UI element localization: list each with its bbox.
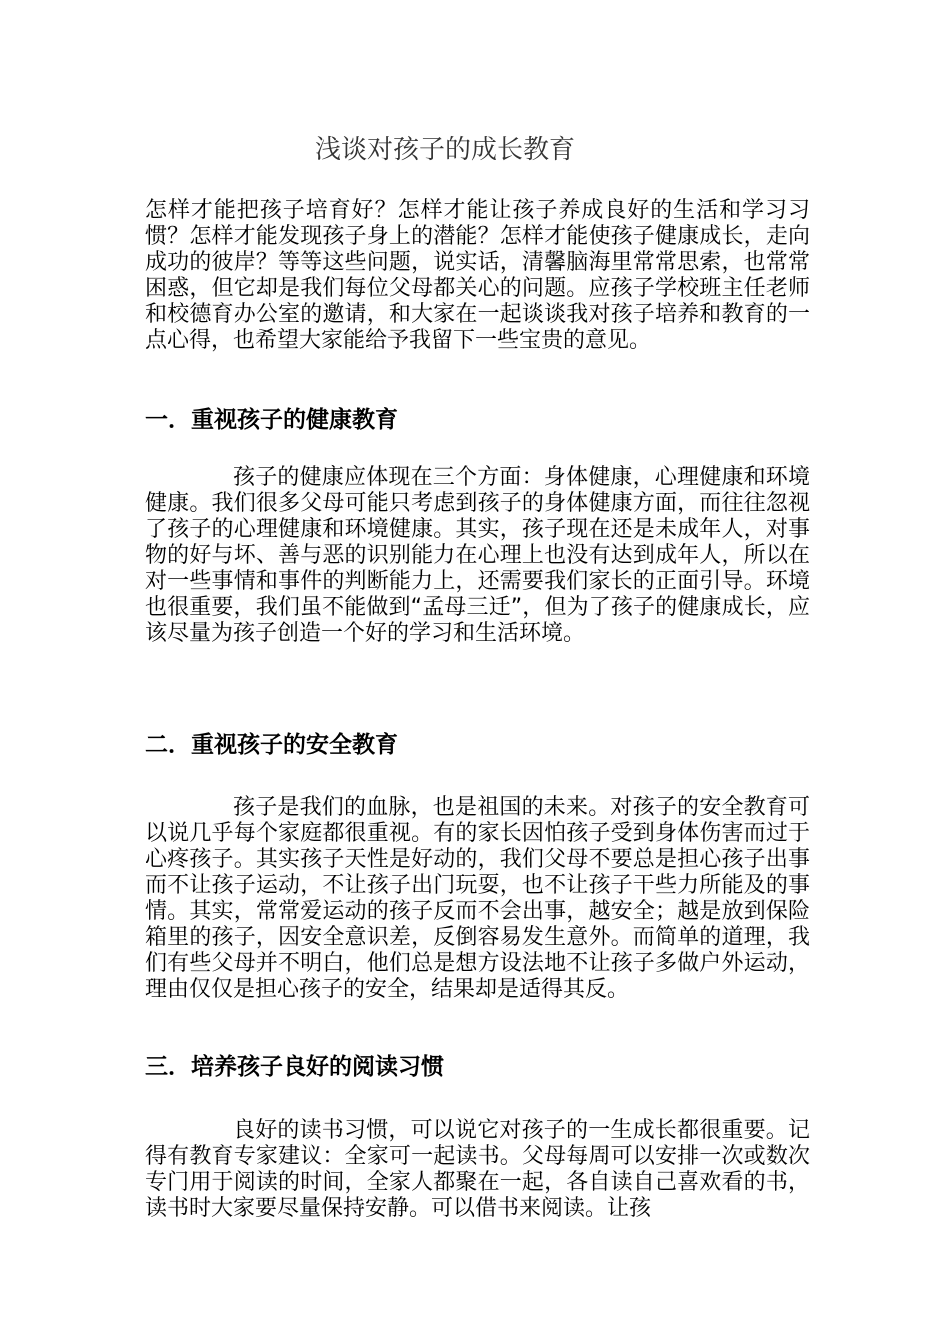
intro-paragraph: 怎样才能把孩子培育好？怎样才能让孩子养成良好的生活和学习习惯？怎样才能发现孩子身上的潜能？怎样才能使孩子健康成长，走向成功的彼岸？等等这些问题，说实话，清馨脑海里常常思索，也常常困惑，但它却是我们每位父母都关心的问题。应孩子学校班主任老师和校德育办公室的邀请，和大家在一起谈谈我对孩子培养和教育的一点心得，也希望大家能给予我留下一些宝贵的意见。 — [145, 198, 810, 353]
section-heading-health: 一．重视孩子的健康教育 — [145, 407, 398, 433]
document-title: 浅谈对孩子的成长教育 — [314, 135, 575, 165]
section-body-health: 孩子的健康应体现在三个方面：身体健康，心理健康和环境健康。我们很多父母可能只考虑到孩子的身体健康方面，而往往忽视了孩子的心理健康和环境健康。其实，孩子现在还是未成年人，对事物的好与坏、善与恶的识别能力在心理上也没有达到成年人，所以在对一些事情和事件的判断能力上，还需要我们家长的正面引导。环境也很重要，我们虽不能做到“孟母三迁”，但为了孩子的健康成长，应该尽量为孩子创造一个好的学习和生活环境。 — [145, 465, 810, 646]
section-body-reading: 良好的读书习惯，可以说它对孩子的一生成长都很重要。记得有教育专家建议：全家可一起读书。父母每周可以安排一次或数次专门用于阅读的时间，全家人都聚在一起，各自读自己喜欢看的书，读书时大家要尽量保持安静。可以借书来阅读。让孩 — [145, 1118, 810, 1221]
section-heading-reading: 三．培养孩子良好的阅读习惯 — [145, 1054, 444, 1080]
section-body-safety: 孩子是我们的血脉，也是祖国的未来。对孩子的安全教育可以说几乎每个家庭都很重视。有的家长因怕孩子受到身体伤害而过于心疼孩子。其实孩子天性是好动的，我们父母不要总是担心孩子出事而不让孩子运动，不让孩子出门玩耍，也不让孩子干些力所能及的事情。其实，常常爱运动的孩子反而不会出事，越安全；越是放到保险箱里的孩子，因安全意识差，反倒容易发生意外。而简单的道理，我们有些父母并不明白，他们总是想方设法地不让孩子多做户外运动，理由仅仅是担心孩子的安全，结果却是适得其反。 — [145, 795, 810, 1002]
section-heading-safety: 二．重视孩子的安全教育 — [145, 732, 398, 758]
